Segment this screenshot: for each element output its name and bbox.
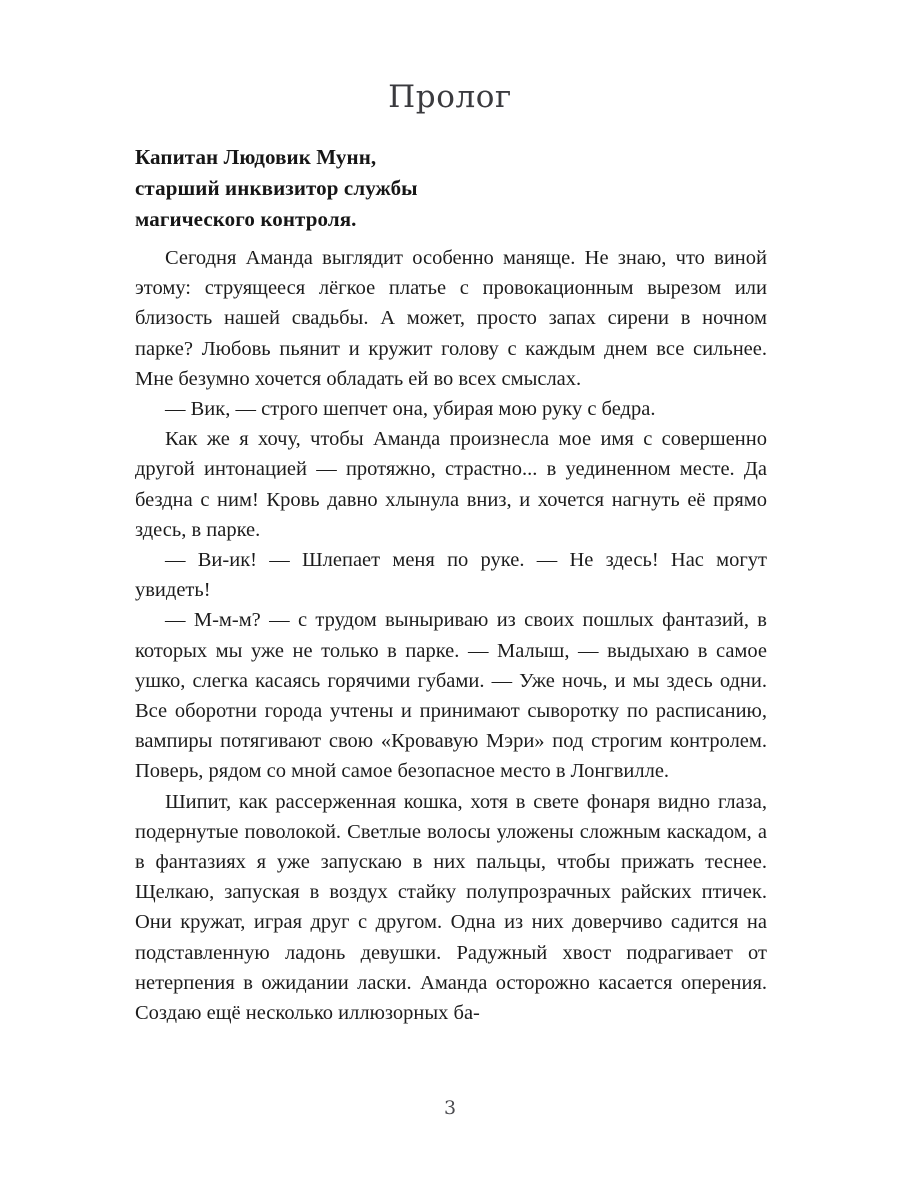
chapter-title: Пролог <box>388 79 512 115</box>
speaker-line-3: магического контроля. <box>135 207 357 231</box>
paragraph: Как же я хочу, чтобы Аманда произнесла мое имя с совершенно другой интонацией — протяжно, страстно... в уединенном месте. Да бездна с ним! Кровь давно хлынула вниз, и хочется нагнуть её прямо здесь, в парке. <box>135 428 767 541</box>
paragraph: — Ви-ик! — Шлепает меня по руке. — Не здесь! Нас могут увидеть! <box>135 549 767 602</box>
speaker-line-2: старший инквизитор службы <box>135 176 418 200</box>
paragraph: — Вик, — строго шепчет она, убирая мою руку с бедра. <box>165 398 656 421</box>
speaker-attribution-header <box>135 142 767 235</box>
paragraph: Шипит, как рассерженная кошка, хотя в свете фонаря видно глаза, подернутые поволокой. Светлые волосы уложены сложным каскадом, а в фантазиях я уже запускаю в них пальцы, чтобы прижать теснее. Щелкаю, запуская в воздух стайку полупрозрачных райских птичек. Они кружат, играя друг с другом. Одна из них доверчиво садится на подставленную ладонь девушки. Радужный хвост подрагивает от нетерпения в ожидании ласки. Аманда осторожно касается оперения. Создаю ещё несколько иллюзорных ба- <box>135 790 767 1025</box>
page-number: 3 <box>443 1097 457 1119</box>
paragraph: Сегодня Аманда выглядит особенно маняще. Не знаю, что виной этому: струящееся лёгкое платье с провокационным вырезом или близость нашей свадьбы. А может, просто запах сирени в ночном парке? Любовь пьянит и кружит голову с каждым днем все сильнее. Мне безумно хочется обладать ей во всех смыслах. <box>135 247 767 390</box>
paragraph: — М-м-м? — с трудом выныриваю из своих пошлых фантазий, в которых мы уже не только в парке. — Малыш, — выдыхаю в самое ушко, слегка касаясь горячими губами. — Уже ночь, и мы здесь одни. Все оборотни города учтены и принимают сыворотку по расписанию, вампиры потягивают свою «Кровавую Мэри» под строгим контролем. Поверь, рядом со мной самое безопасное место в Лонгвилле. <box>135 609 767 783</box>
body-text-column <box>135 243 767 1028</box>
speaker-line-1: Капитан Людовик Мунн, <box>135 145 377 169</box>
